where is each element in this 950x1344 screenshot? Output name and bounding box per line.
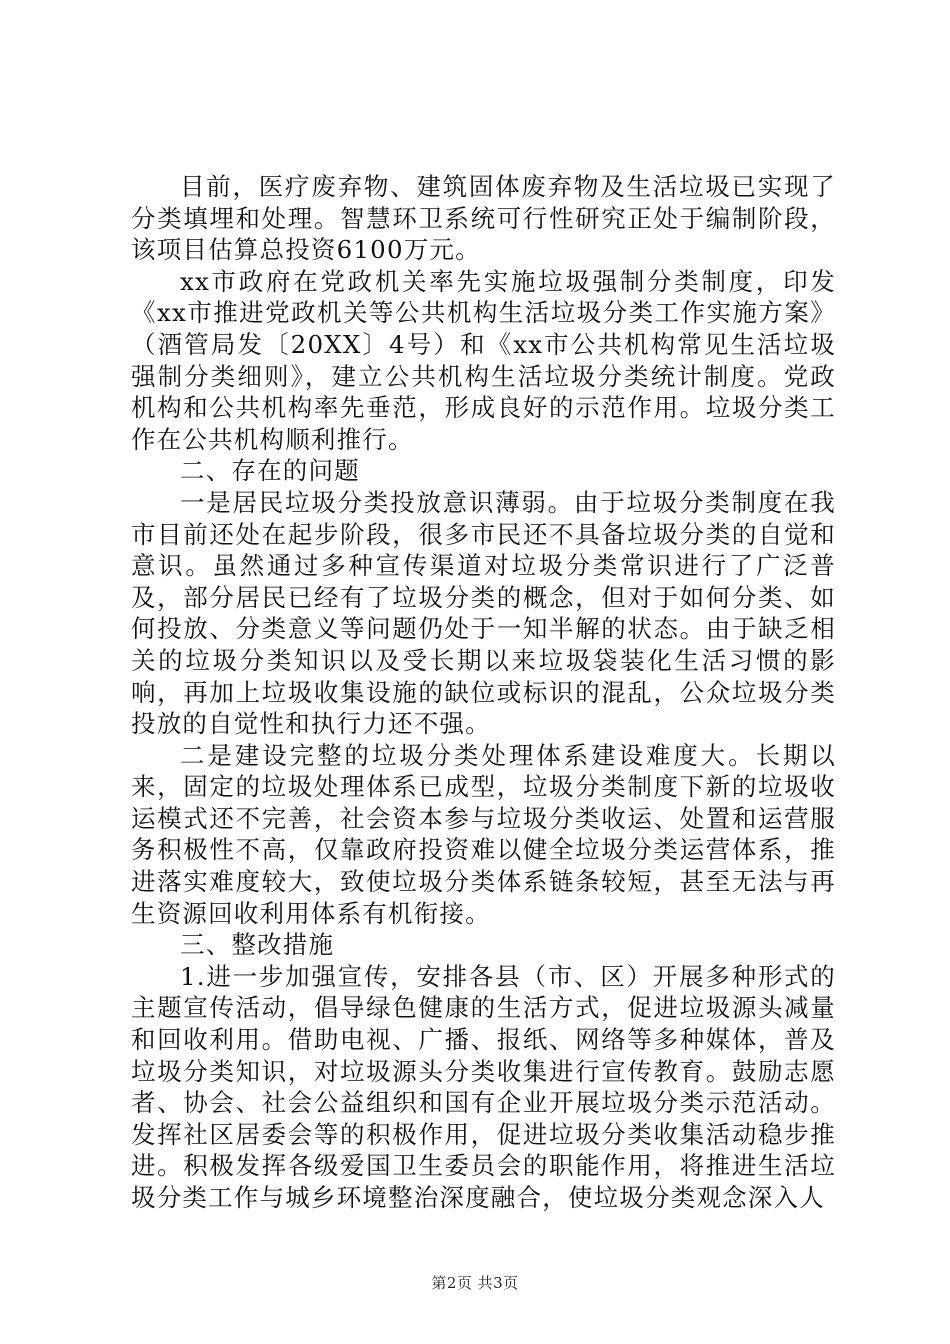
paragraph-progress: 目前，医疗废弃物、建筑固体废弃物及生活垃圾已实现了分类填埋和处理。智慧环卫系统可行性研究正处于编制阶段，该项目估算总投资6100万元。	[131, 172, 836, 265]
paragraph-measure-1: 1.进一步加强宣传，安排各县（市、区）开展多种形式的主题宣传活动，倡导绿色健康的生活方式，促进垃圾源头减量和回收利用。借助电视、广播、报纸、网络等多种媒体，普及垃圾分类知识，对垃圾源头分类收集进行宣传教育。鼓励志愿者、协会、社会公益组织和国有企业开展垃圾分类示范活动。发挥社区居委会等的积极作用，促进垃圾分类收集活动稳步推进。积极发挥各级爱国卫生委员会的职能作用，将推进生活垃圾分类工作与城乡环境整治深度融合，使垃圾分类观念深入人	[131, 961, 836, 1212]
paragraph-government-policy: xx市政府在党政机关率先实施垃圾强制分类制度，印发《xx市推进党政机关等公共机构生活垃圾分类工作实施方案》（酒管局发〔20XX〕4号）和《xx市公共机构常见生活垃圾强制分类细则》，建立公共机构生活垃圾分类统计制度。党政机构和公共机构率先垂范，形成良好的示范作用。垃圾分类工作在公共机构顺利推行。	[131, 266, 836, 454]
document-body	[131, 171, 836, 1214]
section-heading-measures: 三、整改措施	[180, 930, 335, 960]
page-number-footer: 第2页 共3页	[431, 1274, 519, 1292]
section-heading-problems: 二、存在的问题	[180, 456, 360, 486]
paragraph-problem-system: 二是建设完整的垃圾分类处理体系建设难度大。长期以来，固定的垃圾处理体系已成型，垃圾分类制度下新的垃圾收运模式还不完善，社会资本参与垃圾分类收运、处置和运营服务积极性不高，仅靠政府投资难以健全垃圾分类运营体系，推进落实难度较大，致使垃圾分类体系链条较短，甚至无法与再生资源回收利用体系有机衔接。	[131, 740, 836, 928]
paragraph-problem-awareness: 一是居民垃圾分类投放意识薄弱。由于垃圾分类制度在我市目前还处在起步阶段，很多市民还不具备垃圾分类的自觉和意识。虽然通过多种宣传渠道对垃圾分类常识进行了广泛普及，部分居民已经有了垃圾分类的概念，但对于如何分类、如何投放、分类意义等问题仍处于一知半解的状态。由于缺乏相关的垃圾分类知识以及受长期以来垃圾袋装化生活习惯的影响，再加上垃圾收集设施的缺位或标识的混乱，公众垃圾分类投放的自觉性和执行力还不强。	[131, 487, 836, 739]
